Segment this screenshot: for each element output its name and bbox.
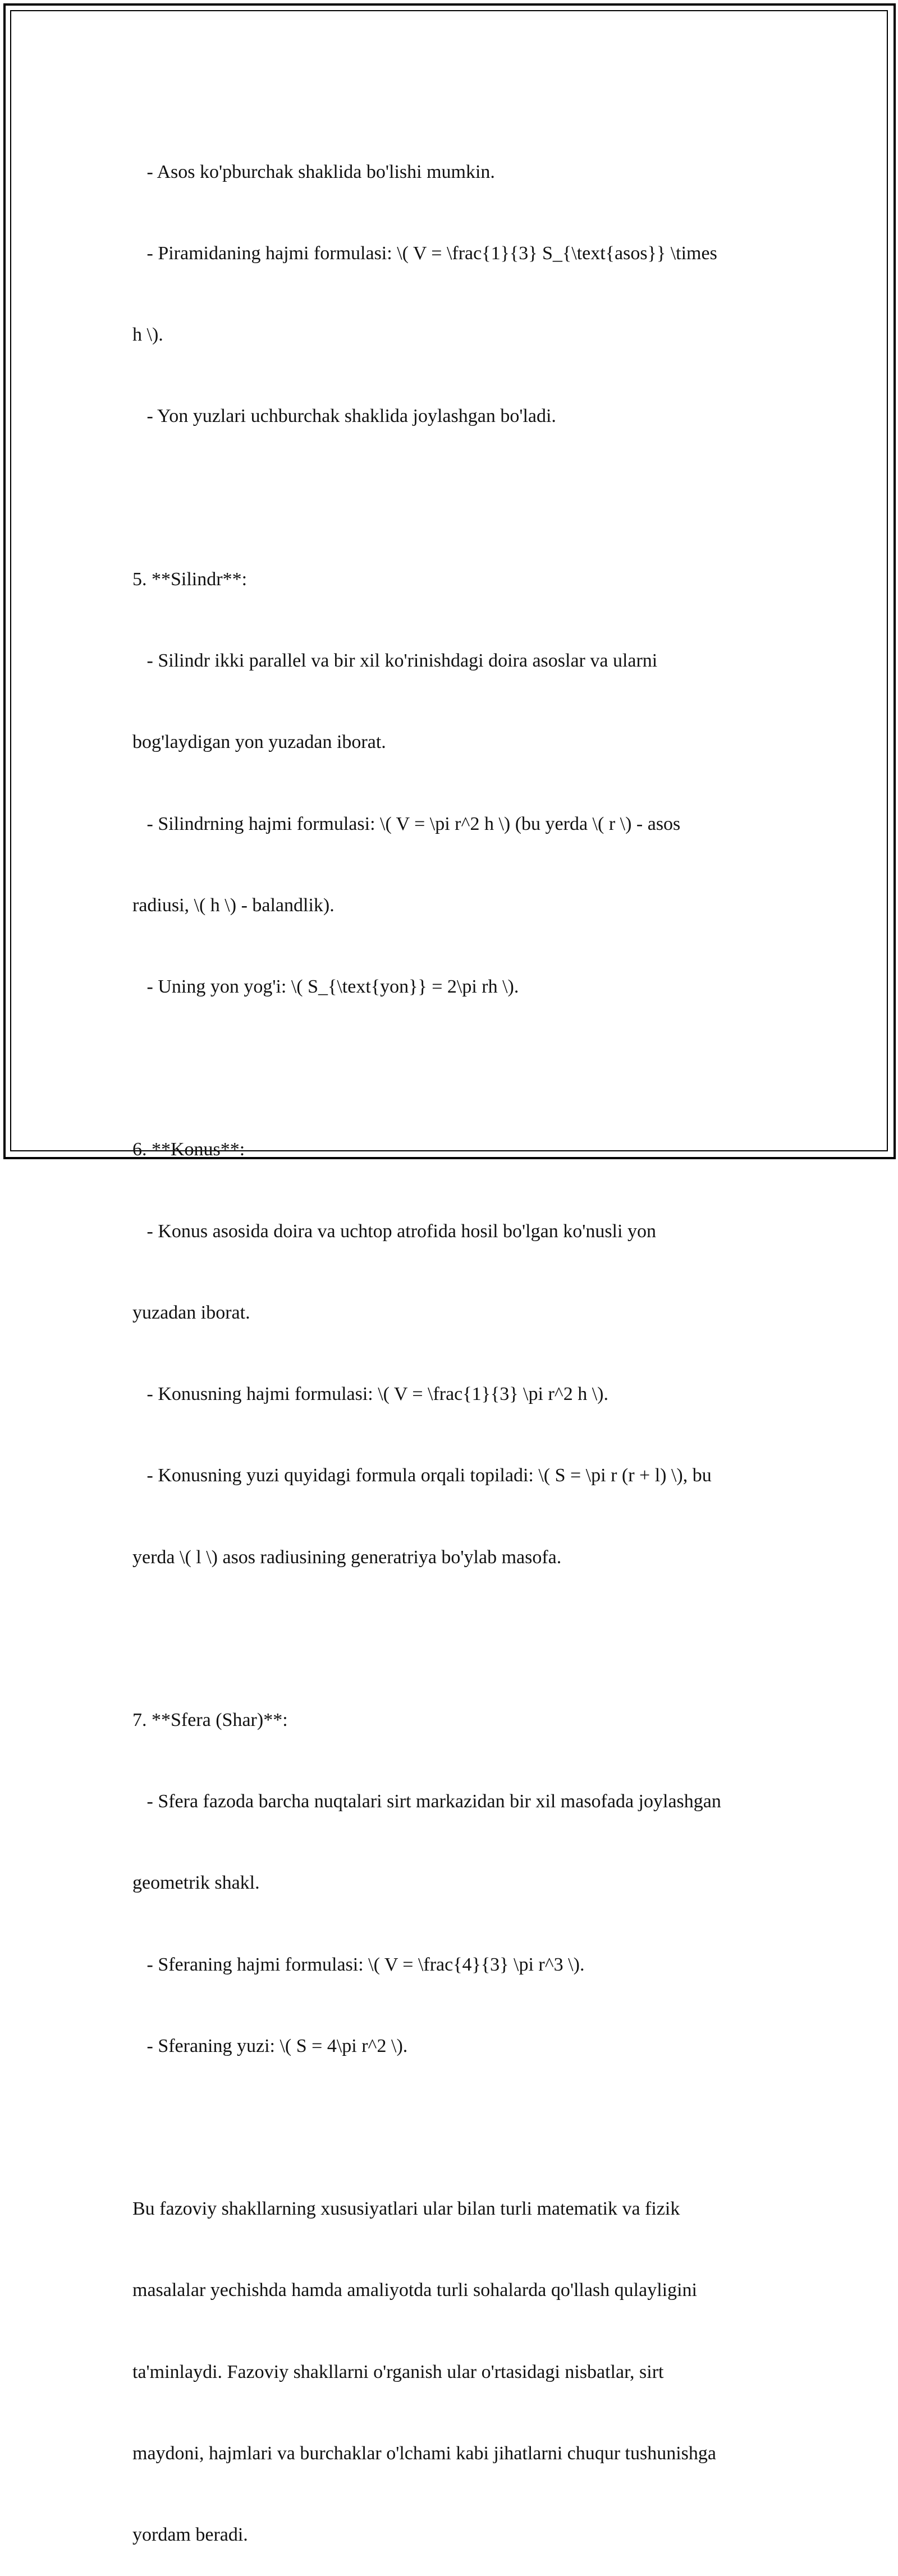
- blank-line: [132, 2114, 789, 2141]
- paragraph-line: maydoni, hajmlari va burchaklar o'lchami kabi jihatlarni chuqur tushunishga: [132, 2442, 717, 2464]
- text-line: - Piramidaning hajmi formulasi: \( V = \frac{1}{3} S_{\text{asos}} \times: [132, 243, 717, 264]
- text-line: - Konus asosida doira va uchtop atrofida hosil bo'lgan ko'nusli yon: [132, 1220, 656, 1242]
- text-line: - Sferaning hajmi formulasi: \( V = \frac{4}{3} \pi r^3 \).: [132, 1954, 585, 1975]
- text-line: - Silindr ikki parallel va bir xil ko'rinishdagi doira asoslar va ularni: [132, 650, 658, 672]
- text-line: bog'laydigan yon yuzadan iborat.: [132, 732, 386, 753]
- text-line: yuzadan iborat.: [132, 1302, 250, 1323]
- paragraph-line: yordam beradi.: [132, 2524, 248, 2546]
- text-line: - Silindrning hajmi formulasi: \( V = \pi r^2 h \) (bu yerda \( r \) - asos: [132, 813, 681, 834]
- paragraph-line: ta'minlaydi. Fazoviy shakllarni o'rganish ular o'rtasidagi nisbatlar, sirt: [132, 2361, 664, 2382]
- blank-line: [132, 1626, 789, 1652]
- section-heading: 5. **Silindr**:: [132, 568, 248, 590]
- text-line: - Konusning yuzi quyidagi formula orqali topiladi: \( S = \pi r (r + l) \), bu: [132, 1465, 712, 1486]
- paragraph-line: Bu fazoviy shakllarning xususiyatlari ular bilan turli matematik va fizik: [132, 2198, 680, 2220]
- section-heading: 6. **Konus**:: [132, 1139, 245, 1160]
- section-heading: 7. **Sfera (Shar)**:: [132, 1709, 288, 1730]
- text-line: - Uning yon yog'i: \( S_{\text{yon}} = 2\pi rh \).: [132, 976, 519, 997]
- text-line: h \).: [132, 324, 163, 346]
- document-body: [132, 104, 789, 2576]
- blank-line: [132, 1055, 789, 1082]
- text-line: - Sferaning yuzi: \( S = 4\pi r^2 \).: [132, 2035, 408, 2056]
- text-line: - Asos ko'pburchak shaklida bo'lishi mumkin.: [132, 161, 495, 182]
- text-line: yerda \( l \) asos radiusining generatriya bo'ylab masofa.: [132, 1546, 562, 1568]
- text-line: - Yon yuzlari uchburchak shaklida joylashgan bo'ladi.: [132, 406, 556, 427]
- blank-line: [132, 485, 789, 512]
- text-line: - Konusning hajmi formulasi: \( V = \frac{1}{3} \pi r^2 h \).: [132, 1384, 608, 1405]
- paragraph-line: masalalar yechishda hamda amaliyotda turli sohalarda qo'llash qulayligini: [132, 2280, 697, 2301]
- text-line: geometrik shakl.: [132, 1872, 260, 1894]
- text-line: - Sfera fazoda barcha nuqtalari sirt markazidan bir xil masofada joylashgan: [132, 1791, 721, 1812]
- text-line: radiusi, \( h \) - balandlik).: [132, 894, 335, 916]
